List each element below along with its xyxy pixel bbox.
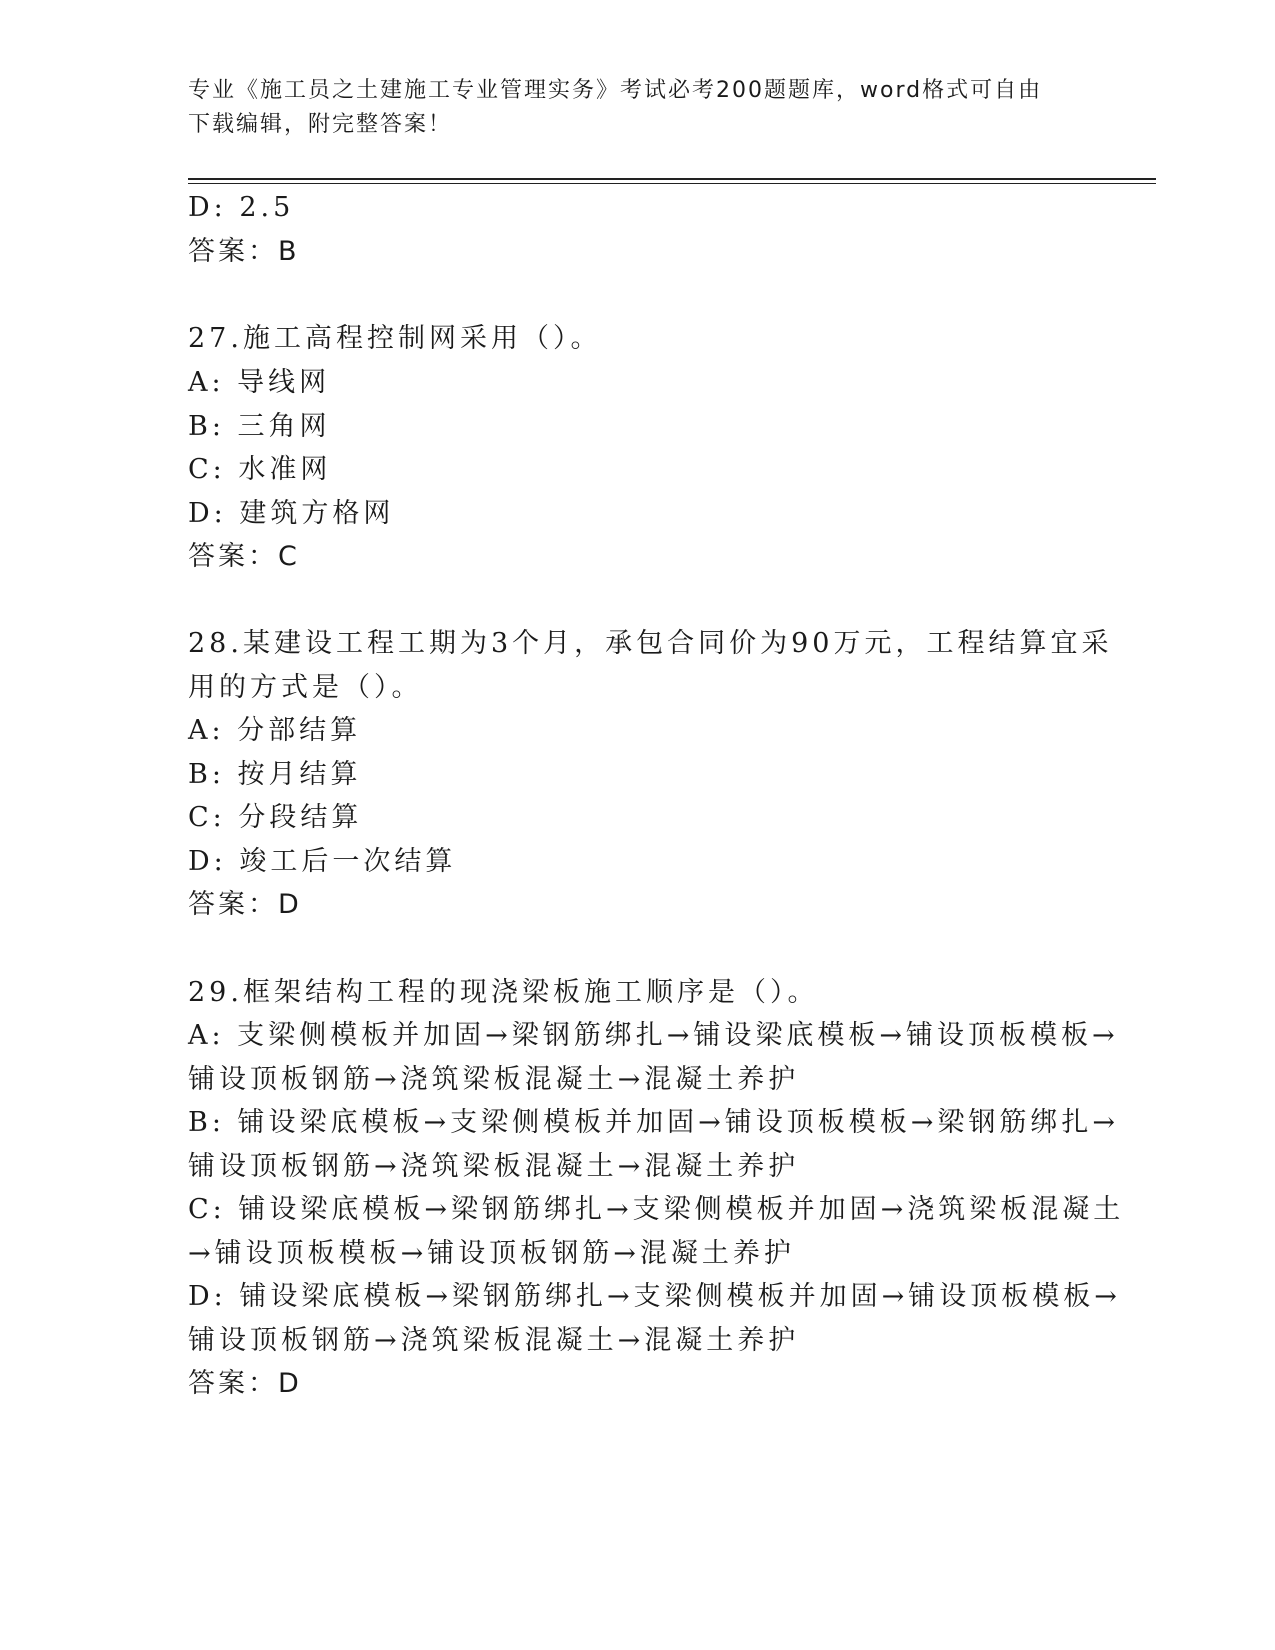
q28-answer: 答案：D bbox=[188, 889, 302, 920]
header-line-1: 专业《施工员之土建施工专业管理实务》考试必考200题题库，word格式可自由 bbox=[188, 78, 1043, 103]
q29-question: 29.框架结构工程的现浇梁板施工顺序是（）。 bbox=[188, 977, 819, 1008]
q27-answer: 答案：C bbox=[188, 541, 300, 572]
q28-question-line-2: 用的方式是（）。 bbox=[188, 672, 423, 703]
q28-option-a: A: 分部结算 bbox=[188, 715, 362, 746]
q29-option-b-line-2: 铺设顶板钢筋→浇筑梁板混凝土→混凝土养护 bbox=[188, 1151, 800, 1182]
q29-answer: 答案：D bbox=[188, 1368, 302, 1399]
q29-option-a-line-2: 铺设顶板钢筋→浇筑梁板混凝土→混凝土养护 bbox=[188, 1064, 800, 1095]
q27-option-c: C: 水准网 bbox=[188, 454, 332, 485]
q28-option-c: C: 分段结算 bbox=[188, 802, 363, 833]
header-divider-thin bbox=[188, 183, 1156, 184]
page-header bbox=[188, 74, 1088, 142]
q29-option-a-line-1: A: 支梁侧模板并加固→梁钢筋绑扎→铺设梁底模板→铺设顶板模板→ bbox=[188, 1020, 1119, 1051]
q27-question: 27.施工高程控制网采用（）。 bbox=[188, 323, 602, 354]
q29-option-c-line-2: →铺设顶板模板→铺设顶板钢筋→混凝土养护 bbox=[188, 1238, 795, 1269]
header-line-2: 下载编辑，附完整答案！ bbox=[188, 112, 453, 137]
q27-option-a: A: 导线网 bbox=[188, 367, 331, 398]
q29-option-c-line-1: C: 铺设梁底模板→梁钢筋绑扎→支梁侧模板并加固→浇筑梁板混凝土 bbox=[188, 1194, 1125, 1225]
q29-option-d-line-1: D: 铺设梁底模板→梁钢筋绑扎→支梁侧模板并加固→铺设顶板模板→ bbox=[188, 1281, 1121, 1312]
q29-option-b-line-1: B: 铺设梁底模板→支梁侧模板并加固→铺设顶板模板→梁钢筋绑扎→ bbox=[188, 1107, 1120, 1138]
q27-option-d: D: 建筑方格网 bbox=[188, 498, 395, 529]
q26-answer: 答案：B bbox=[188, 236, 300, 267]
q29-option-d-line-2: 铺设顶板钢筋→浇筑梁板混凝土→混凝土养护 bbox=[188, 1325, 800, 1356]
q28-option-b: B: 按月结算 bbox=[188, 759, 362, 790]
q27-option-b: B: 三角网 bbox=[188, 411, 331, 442]
q28-question-line-1: 28.某建设工程工期为3个月，承包合同价为90万元，工程结算宜采 bbox=[188, 628, 1113, 659]
header-divider-thick bbox=[188, 178, 1156, 180]
q26-option-d: D: 2.5 bbox=[188, 192, 295, 223]
q28-option-d: D: 竣工后一次结算 bbox=[188, 846, 457, 877]
